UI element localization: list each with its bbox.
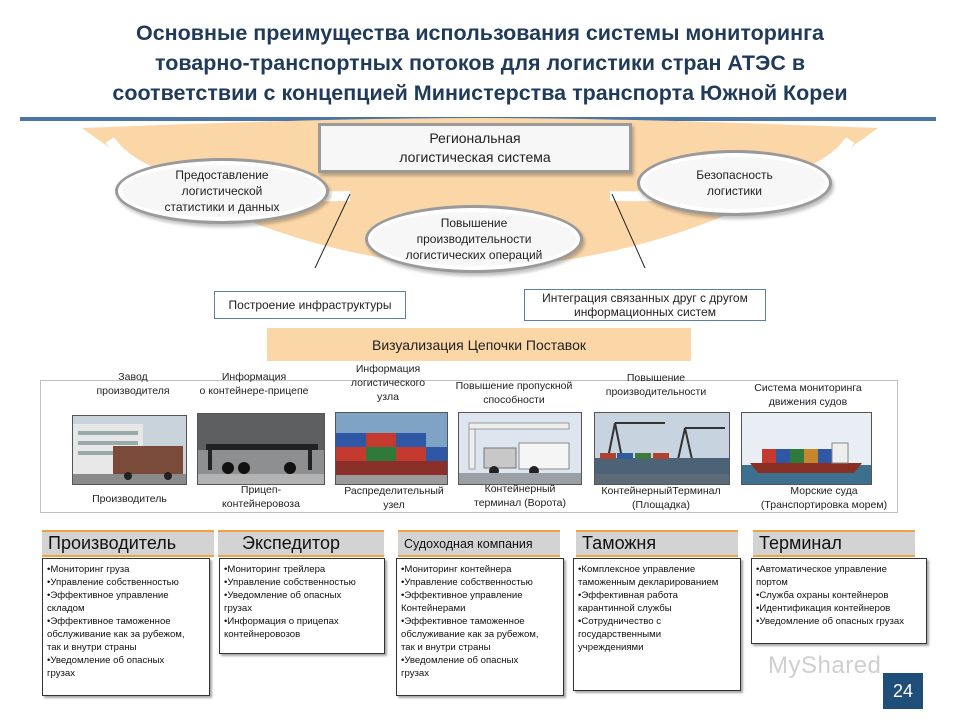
chain-top-label-trailer-info-line-2: о контейнере-прицепе: [199, 385, 309, 397]
integration-line-1: Интеграция связанных друг с другом: [542, 291, 748, 305]
list-item: •Мониторинг груза: [47, 564, 130, 575]
safety-oval: [637, 150, 832, 216]
list-item: грузах: [224, 603, 253, 614]
list-item: Контейнерами: [401, 603, 466, 614]
distribution-hub-photo: [335, 412, 448, 485]
chain-top-label-vessel-monitoring: [738, 381, 878, 409]
column-header-producer: [42, 532, 214, 557]
chain-top-label-node-info-line-1: Информация: [355, 363, 421, 375]
list-item: портом: [756, 577, 788, 588]
chain-bottom-label-producer-line-1: Производитель: [92, 493, 167, 505]
list-item: •Эффективное таможенное: [401, 616, 525, 627]
statistics-line-3: статистики и данных: [164, 200, 280, 214]
factory-photo: [72, 415, 187, 485]
chain-top-label-trailer-info: [188, 370, 320, 398]
chain-bottom-label-sea-vessels-line-2: (Транспортировка морем): [760, 499, 888, 511]
statistics-line-2: логистической: [181, 184, 263, 198]
list-item: обслуживание как за рубежом,: [401, 629, 539, 640]
chain-bottom-label-trailer-line-2: контейнеровоза: [222, 498, 300, 510]
chain-bottom-label-hub: [330, 484, 458, 512]
infrastructure-box: [214, 291, 406, 319]
chain-top-label-productivity: [590, 371, 722, 399]
list-forwarder: [219, 558, 385, 654]
regional-line-1: Региональная: [429, 130, 521, 146]
statistics-oval: [115, 158, 329, 224]
column-header-producer-label: Производитель: [48, 533, 177, 553]
terminal-gate-photo: [458, 412, 582, 485]
integration-box: [524, 289, 766, 321]
chain-top-label-factory: [78, 370, 188, 398]
list-item: так и внутри страны: [47, 642, 137, 653]
list-item: •Служба охраны контейнеров: [756, 590, 889, 601]
list-item: •Уведомление об опасных: [401, 655, 519, 666]
list-item: грузах: [401, 668, 430, 679]
list-item: учреждениями: [578, 642, 644, 653]
visualization-label: Визуализация Цепочки Поставок: [372, 336, 586, 353]
column-header-customs: [576, 532, 738, 557]
chain-top-label-vessel-monitoring-line-2: движения судов: [768, 396, 848, 408]
list-item: •Сотрудничество с: [578, 616, 662, 627]
column-header-shipping: [398, 532, 560, 557]
chain-bottom-label-terminal-yard: [588, 484, 734, 512]
list-item: государственными: [578, 629, 662, 640]
list-item: •Эффективное управление: [47, 590, 169, 601]
terminal-yard-photo: [594, 412, 730, 485]
chain-bottom-label-hub-line-2: узел: [383, 499, 405, 511]
sea-vessel-photo: [741, 412, 872, 485]
title-line-2: товарно-транспортных потоков для логистики стран АТЭС в: [154, 51, 806, 75]
productivity-oval: [365, 205, 583, 273]
chain-bottom-label-terminal-yard-line-2: (Площадка): [632, 499, 690, 511]
list-item: грузах: [47, 668, 76, 679]
chain-bottom-label-producer: [72, 492, 187, 506]
chain-bottom-label-hub-line-1: Распределительный: [344, 485, 444, 497]
regional-line-2: логистическая система: [399, 149, 551, 165]
chain-bottom-label-trailer: [197, 483, 325, 511]
column-header-shipping-label: Судоходная компания: [404, 536, 533, 551]
list-item: •Эффективное управление: [401, 590, 523, 601]
page-number: 24: [892, 680, 914, 701]
list-item: •Управление собственностью: [47, 577, 179, 588]
list-item: •Управление собственностью: [224, 577, 356, 588]
list-terminal: [751, 558, 927, 644]
productivity-line-1: Повышение: [440, 216, 508, 230]
integration-line-2: информационных систем: [574, 305, 716, 319]
list-item: •Мониторинг контейнера: [401, 564, 512, 575]
title-line-3: соответствии с концепцией Министерства транспорта Южной Кореи: [112, 81, 848, 105]
chain-bottom-label-terminal-gate-line-2: терминал (Ворота): [474, 497, 566, 509]
column-header-customs-label: Таможня: [582, 533, 657, 553]
chain-top-label-factory-line-2: производителя: [96, 385, 170, 397]
list-item: •Эффективное таможенное: [47, 616, 171, 627]
productivity-line-2: производительности: [416, 232, 532, 246]
chain-top-label-node-info-line-3: узла: [377, 391, 399, 403]
list-item: таможенным декларированием: [578, 577, 719, 588]
chain-top-label-throughput-line-2: способности: [483, 394, 545, 406]
list-item: •Эффективная работа: [578, 590, 678, 601]
statistics-line-1: Предоставление: [175, 168, 269, 182]
column-header-terminal: [753, 532, 915, 557]
title-line-1: Основные преимущества использования системы мониторинга: [135, 21, 825, 45]
chain-top-label-node-info: [330, 362, 446, 404]
column-header-forwarder: [218, 532, 384, 557]
chain-top-label-factory-line-1: Завод: [118, 371, 148, 383]
chain-top-label-throughput-line-1: Повышение пропускной: [455, 380, 573, 392]
list-item: •Автоматическое управление: [756, 564, 887, 575]
infrastructure-label: Построение инфраструктуры: [228, 298, 392, 312]
safety-line-2: логистики: [706, 184, 763, 198]
watermark: [768, 652, 881, 680]
chain-top-label-productivity-line-2: производительности: [605, 386, 707, 398]
chain-top-label-throughput: [440, 379, 588, 407]
chain-top-label-vessel-monitoring-line-1: Система мониторинга: [754, 382, 862, 394]
list-shipping: [396, 558, 564, 696]
column-header-terminal-label: Терминал: [759, 533, 842, 553]
list-customs: [573, 558, 741, 691]
list-item: контейнеровозов: [224, 629, 301, 640]
column-header-forwarder-label: Экспедитор: [242, 533, 340, 553]
list-item: •Уведомление об опасных: [224, 590, 342, 601]
trailer-photo: [197, 413, 325, 485]
chain-bottom-label-trailer-line-1: Прицеп-: [240, 484, 282, 496]
list-producer: [42, 558, 210, 696]
list-item: складом: [47, 603, 85, 614]
list-item: •Комплексное управление: [578, 564, 696, 575]
list-item: карантинной службы: [578, 603, 672, 614]
productivity-line-3: логистических операций: [405, 248, 543, 262]
chain-bottom-label-sea-vessels: [748, 484, 900, 512]
regional-logistics-box: [318, 123, 632, 173]
chain-top-label-node-info-line-2: логистического: [350, 377, 426, 389]
list-item: так и внутри страны: [401, 642, 491, 653]
chain-bottom-label-sea-vessels-line-1: Морские суда: [790, 485, 858, 497]
list-item: •Информация о прицепах: [224, 616, 339, 627]
page-number-badge: [883, 673, 923, 709]
chain-bottom-label-terminal-gate: [458, 482, 582, 510]
list-item: •Уведомление об опасных: [47, 655, 165, 666]
list-item: •Мониторинг трейлера: [224, 564, 326, 575]
watermark-text: MyShared: [768, 652, 882, 679]
safety-line-1: Безопасность: [696, 168, 773, 182]
chain-bottom-label-terminal-yard-line-1: КонтейнерныйТерминал: [601, 485, 721, 497]
chain-top-label-trailer-info-line-1: Информация: [221, 371, 287, 383]
list-item: обслуживание как за рубежом,: [47, 629, 185, 640]
list-item: •Идентификация контейнеров: [756, 603, 891, 614]
chain-bottom-label-terminal-gate-line-1: Контейнерный: [484, 483, 556, 495]
supply-chain-visualization-bar: [267, 328, 691, 361]
list-item: •Управление собственностью: [401, 577, 533, 588]
list-item: •Уведомление об опасных грузах: [756, 616, 905, 627]
chain-top-label-productivity-line-1: Повышение: [626, 372, 686, 384]
